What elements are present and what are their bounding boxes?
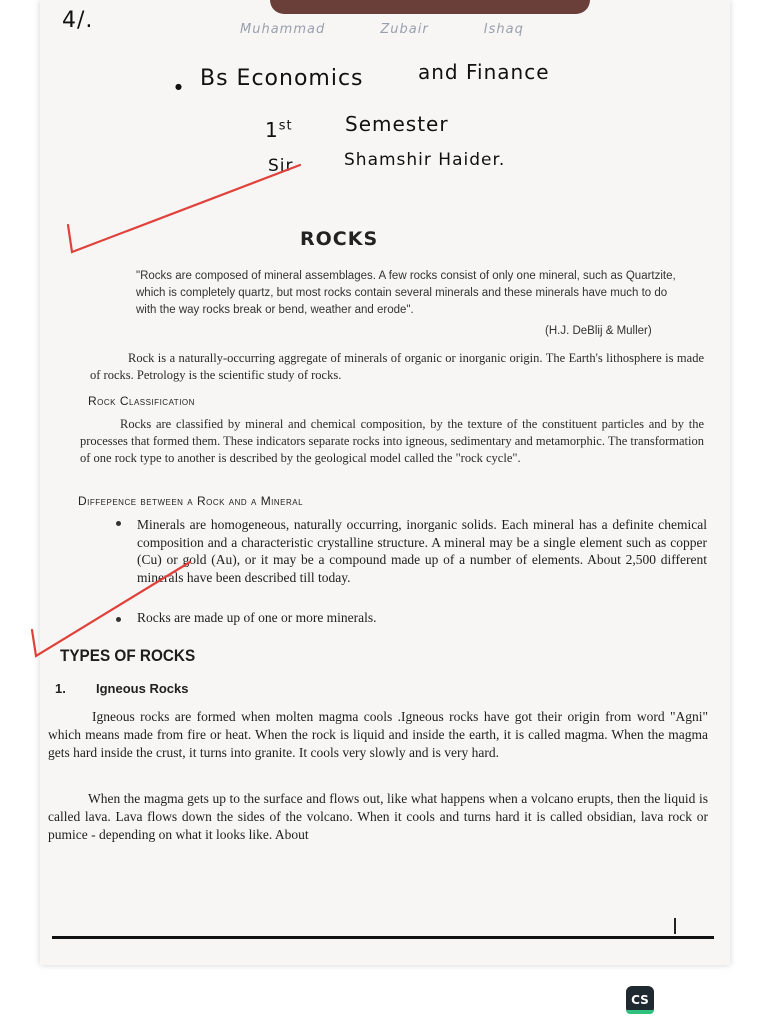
page-bottom-rule bbox=[52, 936, 714, 939]
teacher-name: Shamshir Haider. bbox=[344, 150, 506, 170]
difference-heading: Diffepence between a Rock and a Mineral bbox=[78, 494, 304, 508]
bullet-1-dot bbox=[116, 521, 121, 526]
program-name-2: and Finance bbox=[418, 60, 550, 84]
faded-name: Muhammad Zubair Ishaq bbox=[240, 22, 524, 37]
bullet-1-text: Minerals are homogeneous, naturally occurring, inorganic solids. Each mineral has a definite chemical composition and a characteristic crystalline structure. A mineral may be a single element such as copper (Cu) or gold (Au), or it may be a compound made up of a number of elements. About 2,500 different minerals have been described till today. bbox=[137, 517, 707, 585]
intro-paragraph: Rock is a naturally-occurring aggregate of minerals of organic or inorganic origin. The Earth's lithosphere is made of rocks. Petrology is the scientific study of rocks. bbox=[90, 351, 704, 382]
program-name: Bs Economics bbox=[200, 66, 364, 91]
bullet-mark: ● bbox=[175, 82, 183, 91]
scanner-badge: CS bbox=[626, 986, 654, 1014]
igneous-paragraph-2: When the magma gets up to the surface and flows out, like what happens when a volcano erupts, then the liquid is called lava. Lava flows down the sides of the volcano. When it cools and turns hard it is called obsidian, lava rock or pumice - depending on what it looks like. About bbox=[48, 791, 708, 842]
bullet-2-text: Rocks are made up of one or more minerals. bbox=[137, 610, 377, 625]
bullet-2-dot bbox=[116, 617, 121, 622]
section-number: 1. bbox=[55, 681, 66, 696]
types-heading: TYPES OF ROCKS bbox=[60, 646, 196, 665]
section-title: Igneous Rocks bbox=[96, 681, 189, 696]
quote-text: "Rocks are composed of mineral assemblages. A few rocks consist of only one mineral, such as Quartzite, which is completely quartz, but most rocks contain several minerals and these minerals have much to do with the way rocks break or bend, weather and erode". bbox=[136, 270, 676, 316]
page-top-shadow bbox=[270, 0, 590, 14]
teacher-title: Sir bbox=[268, 156, 294, 176]
classification-paragraph: Rocks are classified by mineral and chemical composition, by the texture of the constituent particles and by the processes that formed them. These indicators separate rocks into igneous, sedimentary and metamorphic. The transformation of one rock type to another is described by the geological model called the "rock cycle". bbox=[80, 417, 705, 465]
quote-citation: (H.J. DeBlij & Muller) bbox=[545, 325, 652, 337]
igneous-paragraph-1: Igneous rocks are formed when molten magma cools .Igneous rocks have got their origin from word "Agni" which means made from fire or heat. When the rock is liquid and inside the earth, it is called magma. When the magma gets hard inside the crust, it turns into granite. It cools very slowly and is very hard. bbox=[48, 709, 708, 760]
scanner-badge-bar bbox=[626, 1010, 654, 1014]
classification-heading: Rock Classification bbox=[88, 394, 195, 408]
semester-number: 1st bbox=[265, 118, 293, 142]
document-title: ROCKS bbox=[300, 228, 379, 250]
semester-label: Semester bbox=[345, 112, 449, 136]
page-number-mark bbox=[674, 918, 676, 934]
corner-mark: 4/. bbox=[62, 8, 94, 33]
